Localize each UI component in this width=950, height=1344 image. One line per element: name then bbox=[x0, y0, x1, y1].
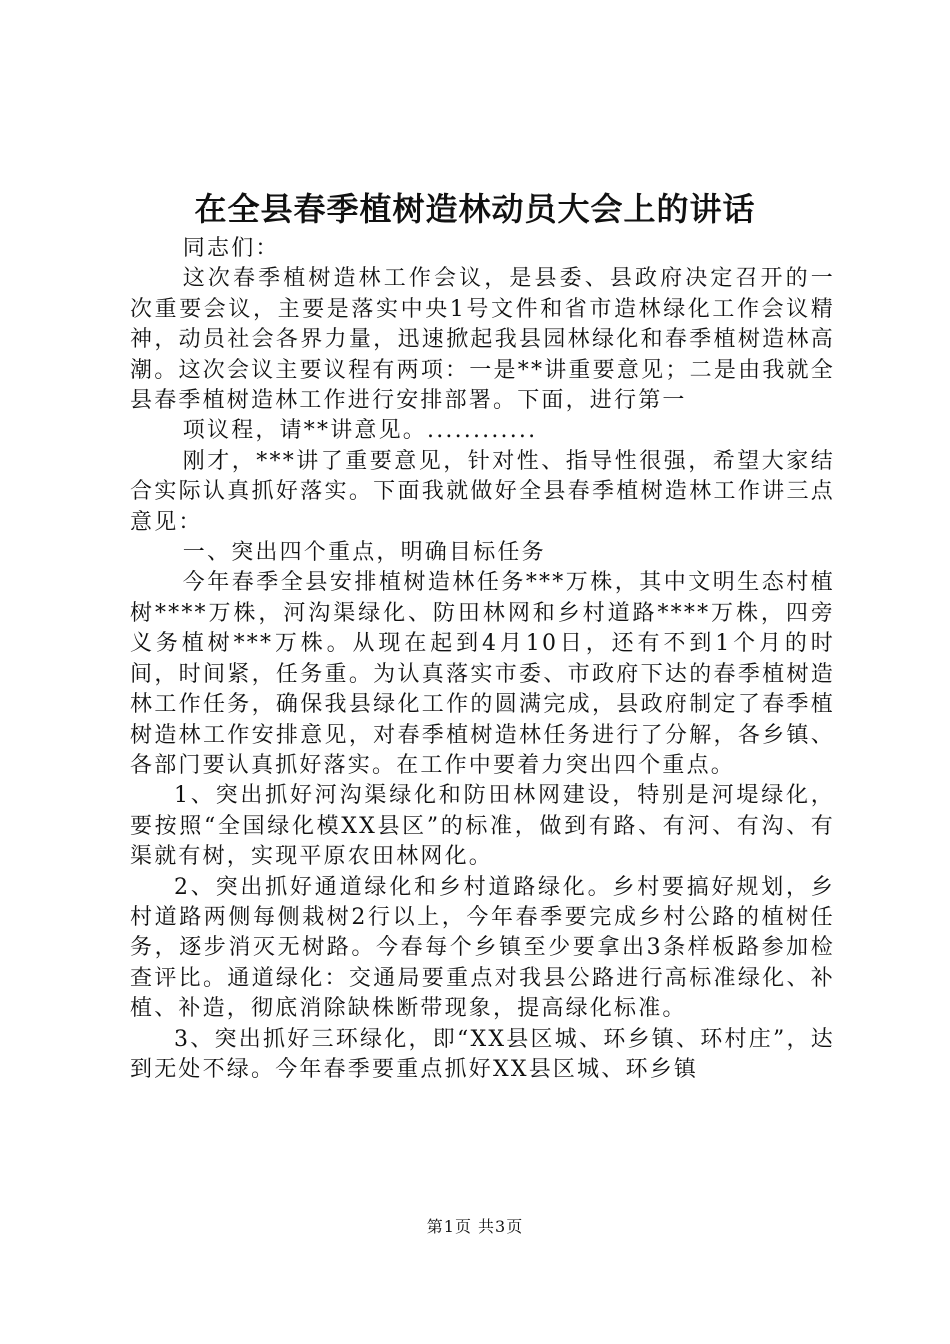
paragraph-tasks: 今年春季全县安排植树造林任务***万株，其中文明生态村植树****万株，河沟渠绿化、防田林网和乡村道路****万株，四旁义务植树***万株。从现在起到4月10日，还有不到1个月的时间，时间紧，任务重。为认真落实市委、市政府下达的春季植树造林工作任务，确保我县绿化工作的圆满完成，县政府制定了春季植树造林工作安排意见，对春季植树造林任务进行了分解，各乡镇、各部门要认真抓好落实。在工作中要着力突出四个重点。 bbox=[130, 570, 835, 778]
list-item-2: 2、突出抓好通道绿化和乡村道路绿化。乡村要搞好规划，乡村道路两侧每侧栽树2行以上，今年春季要完成乡村公路的植树任务，逐步消灭无树路。今春每个乡镇至少要拿出3条样板路参加检查评比。通道绿化：交通局要重点对我县公路进行高标准绿化、补植、补造，彻底消除缺株断带现象，提高绿化标准。 bbox=[130, 874, 835, 1022]
paragraph-transition: 刚才，***讲了重要意见，针对性、指导性很强，希望大家结合实际认真抓好落实。下面我就做好全县春季植树造林工作讲三点意见： bbox=[130, 448, 835, 535]
list-item-3: 3、突出抓好三环绿化，即“XX县区城、环乡镇、环村庄”，达到无处不绿。今年春季要重点抓好XX县区城、环乡镇 bbox=[130, 1026, 835, 1082]
section-heading-1: 一、突出四个重点，明确目标任务 bbox=[182, 540, 546, 566]
paragraph-intro: 这次春季植树造林工作会议，是县委、县政府决定召开的一次重要会议，主要是落实中央1号文件和省市造林绿化工作会议精神，动员社会各界力量，迅速掀起我县园林绿化和春季植树造林高潮。这次会议主要议程有两项：一是**讲重要意见；二是由我就全县春季植树造林工作进行安排部署。下面，进行第一 bbox=[130, 266, 835, 414]
document-title: 在全县春季植树造林动员大会上的讲话 bbox=[194, 190, 756, 228]
document-body bbox=[130, 234, 835, 1085]
page-footer: 第1页 共3页 bbox=[426, 1217, 524, 1236]
paragraph-agenda-continued: 项议程，请**讲意见。............ bbox=[182, 418, 538, 444]
salutation: 同志们： bbox=[182, 236, 280, 261]
list-item-1: 1、突出抓好河沟渠绿化和防田林网建设，特别是河堤绿化，要按照“全国绿化模XX县区”的标准，做到有路、有河、有沟、有渠就有树，实现平原农田林网化。 bbox=[130, 783, 835, 870]
